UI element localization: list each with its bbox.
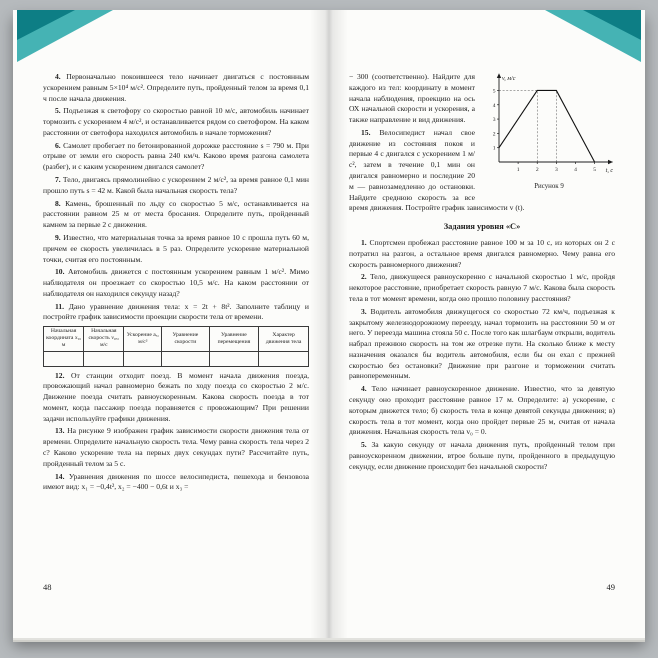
problem-10 (43, 267, 309, 299)
page-number-left: 48 (43, 582, 52, 592)
problem-number: 9. (55, 232, 61, 242)
problem-text: Самолет пробегает по бетонированной дорожке расстояние s = 790 м. При отрыве от земли его скорость равна 240 км/ч. Каково время разгона самолета (разбег), и с каким ускорением двигался самолет? (43, 140, 309, 172)
svg-text:2: 2 (535, 167, 539, 173)
problem-text: Дано уравнение движения тела: x = 2t + 8t². Заполните таблицу и постройте график зависимости проекции скорости тела от времени. (43, 301, 309, 322)
problem-number: 5. (361, 440, 367, 450)
c-problem-3 (349, 307, 615, 382)
table-header-cell: Начальная скорость v₀ₓ, м/с (84, 327, 124, 351)
problem-text: Камень, брошенный по льду со скоростью 5 м/с, останавливается на расстоянии равном 25 м от места бросания. Определите путь, пройденный камнем за первые 2 с движения. (43, 198, 309, 230)
svg-text:4: 4 (492, 102, 496, 109)
problem-number: 7. (55, 175, 61, 185)
table-cell (124, 351, 162, 366)
svg-text:t, с: t, с (605, 168, 613, 174)
svg-text:1: 1 (492, 145, 496, 152)
corner-decoration-right-icon (531, 10, 641, 66)
table-cell (44, 351, 84, 366)
table-header-cell: Ускорение aₓ, м/с² (124, 327, 162, 351)
problem-14 (43, 472, 309, 494)
c-problem-4 (349, 384, 615, 438)
problem-number: 14. (55, 471, 65, 481)
figure-caption: Рисунок 9 (534, 182, 564, 190)
problem-text: Известно, что материальная точка за время равное 10 с прошла путь 60 м, причем ее скорость увеличилась в 5 раз. Определите ускорение материальной точки, считая его постоянным. (43, 232, 309, 264)
problem-13 (43, 426, 309, 469)
problem-text: Тело, двигаясь прямолинейно с ускорением 2 м/с², за время равное 0,1 мин прошло путь s = 42 м. Какой была начальная скорость тела? (43, 175, 309, 195)
motion-table (43, 326, 309, 366)
table-header-cell: Уравнение скорости (162, 327, 209, 351)
problem-text: Спортсмен пробежал расстояние равное 100 м за 10 с, из которых он 2 с потратил на разгон, а остальное время двигался равномерно. Чему равна его скорость равномерного движения? (349, 238, 615, 269)
problem-text: Тело начинает равноускоренное движение. Известно, что за девятую секунду оно проходит расстояние равное 17 м. Определите: а) ускорение, с которым движется тело; б) скорость тела в конце девятой секунды движения; в) скорость тела в тот момент, когда оно пройдет первые 25 м, считая от начала движения. Начальная скорость тела v₀ = 0. (349, 384, 615, 437)
problem-number: 2. (361, 272, 367, 282)
problem-text: На рисунке 9 изображен график зависимости скорости движения тела от времени. Определите начальную скорость тела. Чему равна скорость тела через 2 с? Каково ускорение тела на первых двух секундах пути? Рассчитайте путь, пройденный телом за 5 с. (43, 426, 309, 468)
svg-text:1: 1 (516, 167, 520, 173)
problem-number: 1. (361, 238, 367, 248)
table-cell (259, 351, 309, 366)
page-right (329, 10, 645, 638)
problem-number: 4. (361, 384, 367, 394)
problem-text: За какую секунду от начала движения путь, пройденный телом при равноускоренном движении, втрое больше пути, пройденного в предыдущую секунду, если движение происходит без начальной скорости? (349, 440, 615, 471)
table-header-cell: Начальная координата x₀, м (44, 327, 84, 351)
problem-text: Водитель автомобиля движущегося со скоростью 72 км/ч, подъезжая к закрытому железнодорожному переезду, начал тормозить на расстоянии 50 м от него. У переезда машина стояла 50 с. После того как шлагбаум открыли, водитель набрал прежнюю скорость на том же отрезке пути. На сколько ближе к месту назначения оказался бы водитель автомобиля, если бы он ехал с прежней скоростью без остановки? Движение при разгоне и торможении считать равнопеременным. (349, 306, 616, 381)
problem-number: 3. (361, 306, 367, 316)
problem-4 (43, 72, 309, 104)
problem-number: 8. (55, 198, 61, 208)
section-heading-level-c: Задания уровня «С» (443, 222, 521, 232)
svg-text:5: 5 (593, 167, 597, 173)
table-header-cell: Уравнение перемещения (209, 327, 259, 351)
table-cell (84, 351, 124, 366)
problem-number: 5. (55, 106, 61, 116)
problem-number: 6. (55, 140, 61, 150)
page-right-content (349, 72, 615, 472)
problem-text: Уравнения движения по шоссе велосипедиста, пешехода и бензовоза имеют вид: x₁ = −0,4t², x₂ = −400 − 0,6t и x₃ = (43, 471, 310, 492)
problem-number: 15. (361, 127, 371, 137)
problem-12 (43, 371, 309, 425)
svg-text:5: 5 (492, 88, 496, 95)
problem-text: Автомобиль движется с постоянным ускорением равным 1 м/с². Мимо наблюдателя он проезжает со скоростью 10,5 м/с. На каком расстоянии от наблюдателя он находился секунду назад? (43, 267, 309, 298)
c-problem-2 (349, 272, 615, 304)
problem-text: − 300 (соответственно). Найдите для каждого из тел: координату в момент начала наблюдения, проекцию на ось ОХ начальной скорости и ускорения, а также направление и вид движения. (349, 72, 475, 125)
problem-text: Тело, движущееся равноускоренно с начальной скоростью 1 м/с, пройдя некоторое расстояние, приобретает скорость равную 7 м/с. Какова была скорость тела в тот момент времени, когда оно прошло половину расстояния? (349, 272, 615, 303)
problem-5 (43, 106, 309, 138)
page-left-content (43, 72, 309, 493)
problem-number: 10. (55, 267, 65, 277)
problem-8 (43, 199, 309, 231)
problem-7 (43, 175, 309, 197)
velocity-time-graph (484, 72, 614, 176)
c-problem-1 (349, 238, 615, 270)
problem-text: Подъезжая к светофору со скоростью равной 10 м/с, автомобиль начинает тормозить с ускорением 4 м/с², и останавливается рядом со светофором. На каком расстоянии от светофора находился автомобиль в начале торможения? (43, 106, 309, 137)
motion-table-header-row (44, 327, 309, 351)
page-left (13, 10, 329, 638)
svg-text:2: 2 (492, 131, 496, 138)
c-problem-5 (349, 440, 615, 472)
svg-text:v, м/с: v, м/с (502, 76, 516, 82)
svg-text:3: 3 (492, 117, 496, 124)
problem-11 (43, 302, 309, 324)
problem-number: 13. (55, 426, 65, 436)
problem-number: 12. (55, 370, 65, 380)
problem-9 (43, 233, 309, 265)
book-spread (13, 10, 645, 638)
corner-decoration-left-icon (17, 10, 127, 66)
figure-9 (483, 72, 615, 192)
table-cell (162, 351, 209, 366)
problem-text: Велосипедист начал свое движение из состояния покоя и первые 4 с двигался с ускорением 1 м/с², затем в течение 0,1 мин он двигался равномерно и последние 20 м — равнозамедленно до остановки. Найдите среднюю скорость за все время движения. Постройте график зависимости v (t). (349, 127, 525, 213)
motion-table-empty-row (44, 351, 309, 366)
svg-text:4: 4 (574, 167, 577, 173)
svg-text:3: 3 (554, 167, 558, 173)
page-number-right: 49 (606, 582, 615, 592)
problem-text: Первоначально покоившееся тело начинает двигаться с постоянным ускорением равным 5×10⁴ м/с². Определите путь, пройденный телом за время 0,1 ч после начала движения. (43, 72, 310, 103)
problem-number: 4. (55, 72, 61, 81)
problem-6 (43, 141, 309, 173)
problem-number: 11. (55, 301, 65, 311)
problem-text: От станции отходит поезд. В момент начала движения поезда, провожающий начал равномерно бежать по ходу поезда со скоростью 2 м/с. Движение поезда считать равноускоренным. Какова скорость поезда в тот момент, когда пассажир поезда поравняется с провожающим? При решении задачи используйте графики движения. (43, 370, 309, 423)
table-header-cell: Характер движения тела (259, 327, 309, 351)
table-cell (209, 351, 259, 366)
